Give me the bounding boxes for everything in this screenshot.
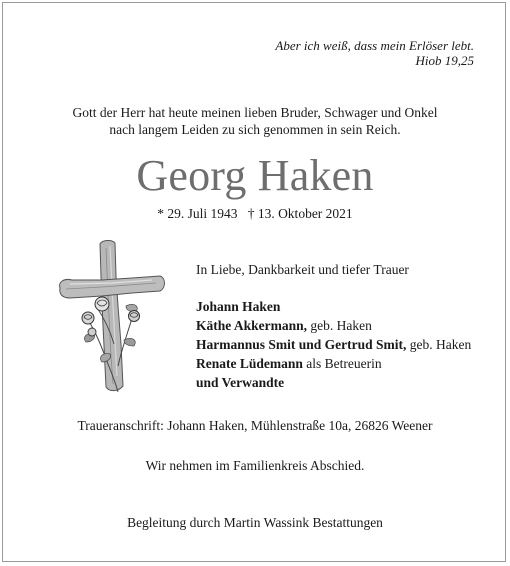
birth-date: * 29. Juli 1943 [157, 206, 238, 221]
mourner-3-name: Harmannus Smit und Gertrud Smit, [196, 337, 407, 352]
mourner-3-suffix: geb. Haken [406, 337, 472, 352]
death-date: † 13. Oktober 2021 [247, 206, 353, 221]
mourner-2-name: Käthe Akkermann, [196, 318, 308, 333]
mourners-spacer [196, 281, 471, 299]
cross-with-roses-icon [52, 236, 170, 396]
mourner-2-suffix: geb. Haken [307, 318, 372, 333]
mourner-4-suffix: als Betreuerin [302, 356, 382, 371]
mourner-1-name: Johann Haken [196, 299, 281, 314]
intro-line-2: nach langem Leiden zu sich genommen in sein Reich. [109, 122, 401, 137]
bible-quote [275, 38, 474, 68]
quote-text: Aber ich weiß, dass mein Erlöser lebt. [275, 38, 474, 53]
mourners-block [196, 262, 471, 394]
undertaker-line: Begleitung durch Martin Wassink Bestattungen [127, 515, 383, 530]
date-separator [238, 206, 248, 221]
mourner-4-name: Renate Lüdemann [196, 356, 303, 371]
mourners-heading: In Liebe, Dankbarkeit und tiefer Trauer [196, 262, 409, 277]
farewell-note: Wir nehmen im Familienkreis Abschied. [145, 458, 365, 473]
mourner-5-name: und Verwandte [196, 375, 285, 390]
life-dates [0, 206, 510, 222]
quote-source: Hiob 19,25 [415, 53, 474, 68]
mourner-3 [196, 337, 471, 353]
mourning-address: Traueranschrift: Johann Haken, Mühlenstraße 10a, 26826 Weener [77, 418, 433, 433]
intro-line-1: Gott der Herr hat heute meinen lieben Bruder, Schwager und Onkel [72, 105, 438, 120]
mourner-1 [196, 299, 471, 315]
deceased-name: Georg Haken [136, 151, 374, 200]
mourner-2 [196, 318, 471, 334]
mourner-5 [196, 375, 471, 391]
mourner-4 [196, 356, 471, 372]
intro-text [0, 104, 510, 138]
